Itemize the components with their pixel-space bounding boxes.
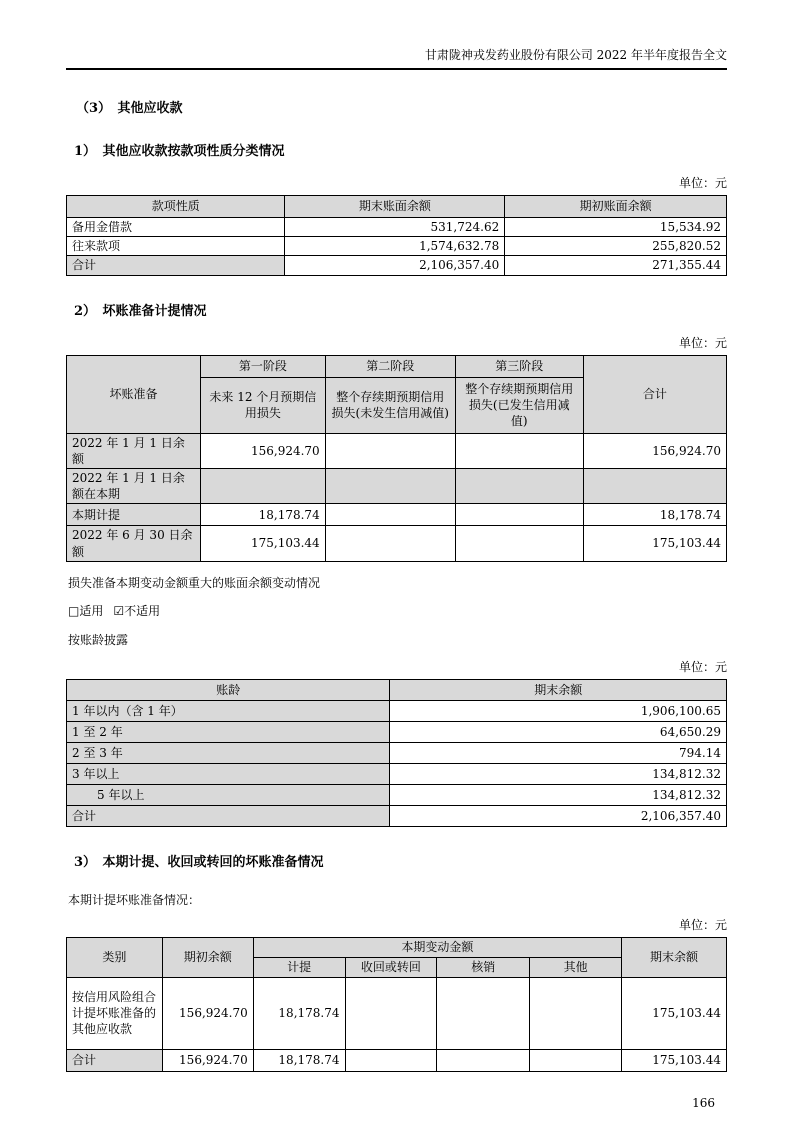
column-subheader: 计提 [253, 957, 345, 977]
table-header-row [67, 196, 727, 218]
subsection-title-classification: 1） 其他应收款按款项性质分类情况 [74, 144, 285, 159]
cell-value [325, 468, 455, 503]
cell-value: 794.14 [390, 742, 727, 763]
section-title-other-receivables: （3） 其他应收款 [76, 101, 183, 116]
column-header: 第一阶段 [200, 355, 325, 377]
column-header: 账龄 [67, 679, 390, 700]
column-header: 期末账面余额 [285, 196, 505, 218]
aging-table [66, 679, 727, 827]
cell-value: 15,534.92 [505, 218, 727, 237]
table-total-row [67, 1049, 727, 1071]
table-row [67, 504, 727, 526]
corner-header: 坏账准备 [67, 355, 201, 433]
table-row [67, 218, 727, 237]
row-label: 1 至 2 年 [67, 721, 390, 742]
table-header-row [67, 679, 727, 700]
column-subheader: 收回或转回 [345, 957, 437, 977]
applicability-checkboxes [68, 602, 727, 619]
row-label: 5 年以上 [67, 784, 390, 805]
document-header [66, 0, 727, 70]
column-header: 第二阶段 [325, 355, 455, 377]
row-label: 3 年以上 [67, 763, 390, 784]
cell-value [325, 504, 455, 526]
column-subheader: 整个存续期预期信用损失(未发生信用减值) [325, 377, 455, 433]
table-row [67, 784, 727, 805]
cell-value: 64,650.29 [390, 721, 727, 742]
cell-value: 175,103.44 [583, 526, 726, 561]
note-current-provision: 本期计提坏账准备情况： [68, 892, 201, 907]
table-header-row [67, 355, 727, 377]
cell-value: 134,812.32 [390, 763, 727, 784]
table-row [67, 237, 727, 256]
table-row [67, 700, 727, 721]
column-header: 期初账面余额 [505, 196, 727, 218]
page-number: 166 [692, 1095, 715, 1110]
column-subheader: 未来 12 个月预期信用损失 [200, 377, 325, 433]
table-total-row [67, 256, 727, 275]
cell-value: 156,924.70 [162, 1049, 253, 1071]
provision-movement-table [66, 937, 727, 1072]
checkbox-applicable: □适用 [68, 603, 104, 618]
row-label: 按信用风险组合计提坏账准备的其他应收款 [67, 977, 163, 1049]
row-label: 2022 年 1 月 1 日余额在本期 [67, 468, 201, 503]
cell-value: 1,906,100.65 [390, 700, 727, 721]
column-header: 期末余额 [390, 679, 727, 700]
column-subheader: 整个存续期预期信用损失(已发生信用减值) [455, 377, 583, 433]
cell-value: 18,178.74 [583, 504, 726, 526]
cell-value [530, 977, 622, 1049]
column-header: 第三阶段 [455, 355, 583, 377]
bad-debt-provision-stage-table [66, 355, 727, 562]
cell-value: 175,103.44 [622, 1049, 727, 1071]
table-row [67, 526, 727, 561]
cell-value: 134,812.32 [390, 784, 727, 805]
table-row [67, 977, 727, 1049]
row-label: 往来款项 [67, 237, 285, 256]
row-label: 本期计提 [67, 504, 201, 526]
cell-value [200, 468, 325, 503]
row-label: 合计 [67, 805, 390, 826]
cell-value: 18,178.74 [253, 977, 345, 1049]
nature-classification-table [66, 195, 727, 276]
cell-value [325, 526, 455, 561]
column-header: 期初余额 [162, 937, 253, 977]
column-group-header: 本期变动金额 [253, 937, 621, 957]
cell-value: 156,924.70 [200, 433, 325, 468]
cell-value [325, 433, 455, 468]
cell-value [455, 433, 583, 468]
row-label: 备用金借款 [67, 218, 285, 237]
subsection-title-bad-debt-provision: 2） 坏账准备计提情况 [74, 303, 207, 319]
row-label: 1 年以内（含 1 年） [67, 700, 390, 721]
unit-label: 单位：元 [678, 659, 727, 674]
column-subheader: 其他 [530, 957, 622, 977]
column-subheader: 核销 [437, 957, 530, 977]
row-label: 2022 年 1 月 1 日余额 [67, 433, 201, 468]
checkbox-not-applicable: ☑不适用 [113, 603, 161, 618]
cell-value: 1,574,632.78 [285, 237, 505, 256]
table-row [67, 763, 727, 784]
row-label: 合计 [67, 256, 285, 275]
cell-value [345, 977, 437, 1049]
note-aging-disclosure: 按账龄披露 [68, 632, 129, 647]
cell-value [455, 504, 583, 526]
column-header: 类别 [67, 937, 163, 977]
cell-value: 156,924.70 [583, 433, 726, 468]
table-row [67, 468, 727, 503]
column-header: 期末余额 [622, 937, 727, 977]
cell-value: 175,103.44 [200, 526, 325, 561]
cell-value [437, 977, 530, 1049]
cell-value [583, 468, 726, 503]
cell-value [455, 468, 583, 503]
cell-value: 255,820.52 [505, 237, 727, 256]
cell-value [455, 526, 583, 561]
cell-value: 271,355.44 [505, 256, 727, 275]
column-header: 款项性质 [67, 196, 285, 218]
table-total-row [67, 805, 727, 826]
table-row [67, 742, 727, 763]
document-title: 甘肃陇神戎发药业股份有限公司 2022 年半年度报告全文 [424, 48, 727, 62]
cell-value: 18,178.74 [200, 504, 325, 526]
row-label: 合计 [67, 1049, 163, 1071]
cell-value: 531,724.62 [285, 218, 505, 237]
table-row [67, 721, 727, 742]
cell-value: 175,103.44 [622, 977, 727, 1049]
table-row [67, 433, 727, 468]
subsection-title-current-provision: 3） 本期计提、收回或转回的坏账准备情况 [74, 854, 324, 870]
unit-label: 单位：元 [678, 335, 727, 350]
cell-value [345, 1049, 437, 1071]
cell-value: 18,178.74 [253, 1049, 345, 1071]
table-header-row [67, 937, 727, 957]
cell-value: 2,106,357.40 [390, 805, 727, 826]
unit-label: 单位：元 [678, 917, 727, 932]
cell-value: 156,924.70 [162, 977, 253, 1049]
cell-value: 2,106,357.40 [285, 256, 505, 275]
note-significant-change: 损失准备本期变动金额重大的账面余额变动情况 [68, 575, 321, 590]
row-label: 2 至 3 年 [67, 742, 390, 763]
row-label: 2022 年 6 月 30 日余额 [67, 526, 201, 561]
column-header: 合计 [583, 355, 726, 433]
cell-value [530, 1049, 622, 1071]
unit-label: 单位：元 [678, 176, 727, 190]
cell-value [437, 1049, 530, 1071]
